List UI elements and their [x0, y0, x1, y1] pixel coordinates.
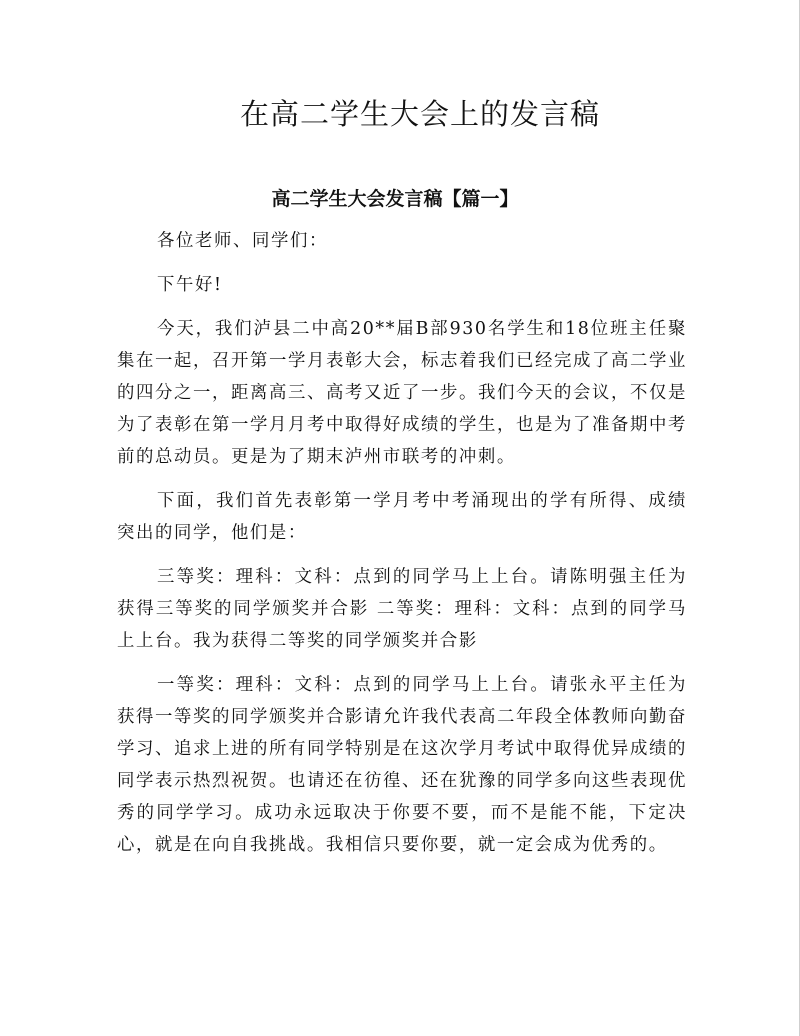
document-body — [117, 225, 687, 873]
paragraph-first-prize: 一等奖：理科：文科：点到的同学马上上台。请张永平主任为获得一等奖的同学颁奖并合影请允许我代表高二年段全体教师向勤奋学习、追求上进的所有同学特别是在这次学月考试中取得优异成绩的同学表示热烈祝贺。也请还在彷徨、还在犹豫的同学多向这些表现优秀的同学学习。成功永远取决于你要不要，而不是能不能，下定决心，就是在向自我挑战。我相信只要你要，就一定会成为优秀的。 — [117, 675, 687, 855]
paragraph-third-second-prize: 三等奖：理科：文科：点到的同学马上上台。请陈明强主任为获得三等奖的同学颁奖并合影 二等奖：理科：文科：点到的同学马上上台。我为获得二等奖的同学颁奖并合影 — [117, 567, 687, 651]
paragraph-greeting: 各位老师、同学们： — [157, 231, 328, 251]
paragraph-commendation: 下面，我们首先表彰第一学月考中考涌现出的学有所得、成绩突出的同学，他们是： — [117, 491, 687, 543]
paragraph-good-afternoon: 下午好! — [157, 275, 223, 295]
paragraph-intro: 今天，我们泸县二中高20**届B部930名学生和18位班主任聚集在一起，召开第一学月表彰大会，标志着我们已经完成了高二学业的四分之一，距离高三、高考又近了一步。我们今天的会议，不仅是为了表彰在第一学月月考中取得好成绩的学生，也是为了准备期中考前的总动员。更是为了期末泸州市联考的冲刺。 — [117, 319, 687, 467]
section-title: 高二学生大会发言稿【篇一】 — [271, 188, 519, 210]
document-title: 在高二学生大会上的发言稿 — [239, 97, 600, 131]
